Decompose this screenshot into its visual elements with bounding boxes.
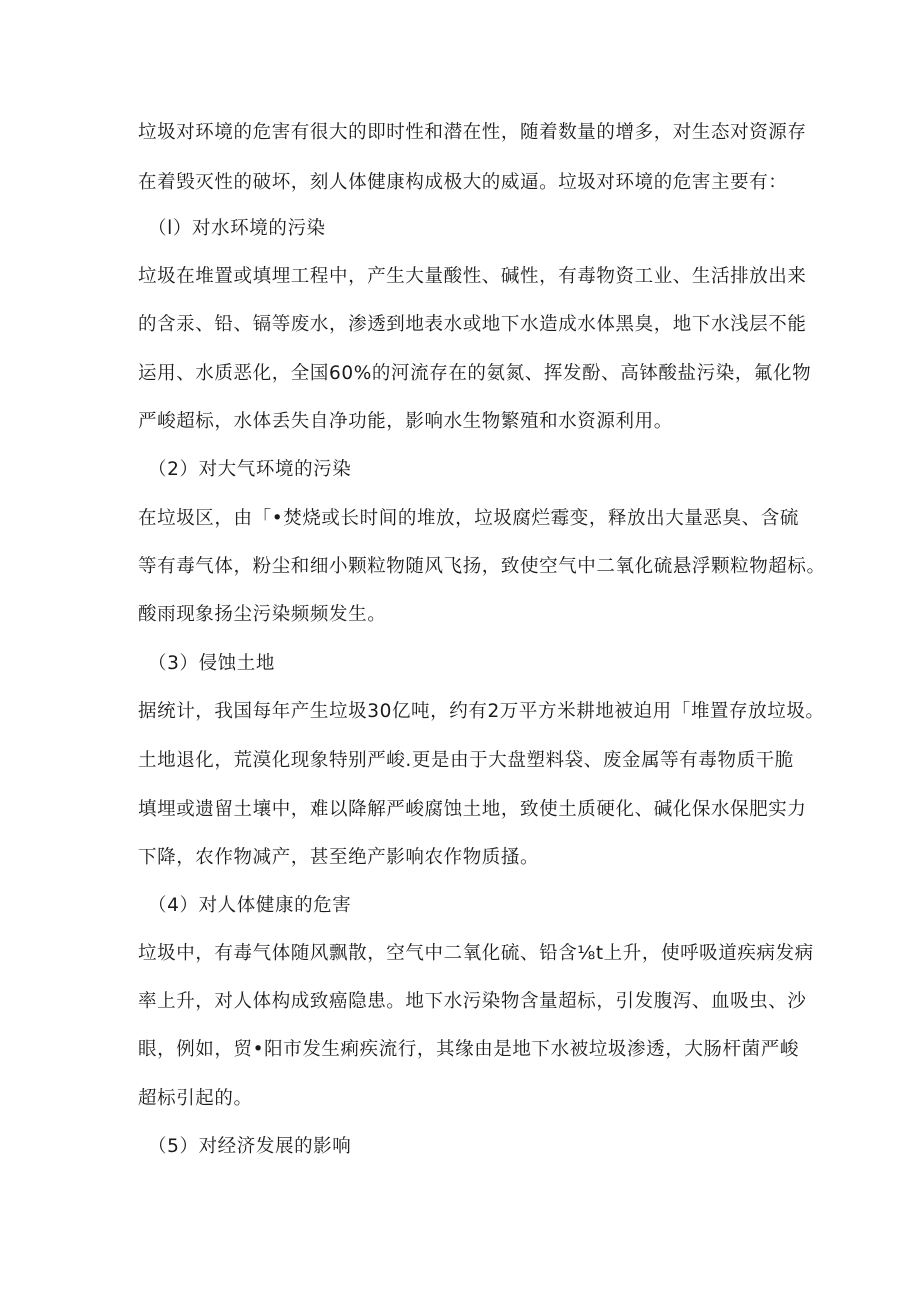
paragraph-line: 据统计，我国每年产生垃圾30亿吨，约有2万平方米耕地被迫用「堆置存放垃圾。 (138, 701, 825, 722)
paragraph-line: 超标引起的。 (138, 1088, 253, 1109)
paragraph-line: 在着毁灭性的破坏，刻人体健康构成极大的威逼。垃圾对环境的危害主要有： (138, 172, 788, 193)
paragraph-line: 在垃圾区，由「•焚烧或长时间的堆放，垃圾腐烂霉变，释放出大量恶臭、含硫 (138, 508, 799, 529)
paragraph-line: 垃圾中，有毒气体随风飘散，空气中二氧化硫、铅含⅛t上升，使呼吸道疾病发病 (138, 943, 814, 964)
paragraph-line: 眼，例如，贸•阳市发生痢疾流行，其缘由是地下水被垃圾渗透，大肠杆菌严峻 (138, 1039, 799, 1060)
paragraph-line: 的含汞、铅、镉等废水，渗透到地表水或地下水造成水体黑臭，地下水浅层不能 (138, 314, 807, 335)
section-heading-5: （5）对经济发展的影响 (148, 1136, 352, 1157)
section-heading-2: （2）对大气环境的污染 (148, 459, 352, 480)
paragraph-line: 下降，农作物减产，甚至绝产影响农作物质搔。 (138, 847, 540, 868)
paragraph-line: 运用、水质恶化，全国60%的河流存在的氨氮、挥发酚、高钵酸盐污染，氟化物 (138, 363, 812, 384)
section-heading-4: （4）对人体健康的危害 (148, 895, 352, 916)
section-heading-3: （3）侵蚀土地 (148, 653, 275, 674)
paragraph-line: 土地退化，荒漠化现象特别严峻.更是由于大盘塑料袋、废金属等有毒物质干脆 (138, 750, 794, 771)
paragraph-line: 垃圾在堆置或填埋工程中，产生大量酸性、碱性，有毒物资工业、生活排放出来 (138, 266, 807, 287)
paragraph-line: 填埋或遗留土壤中，难以降解严峻腐蚀土地，致使土质硬化、碱化保水保肥实力 (138, 799, 807, 820)
paragraph-line: 严峻超标，水体丢失自净功能，影响水生物繁殖和水资源利用。 (138, 411, 673, 432)
paragraph-line: 酸雨现象扬尘污染频频发生。 (138, 604, 387, 625)
paragraph-line: 垃圾对环境的危害有很大的即时性和潜在性，随着数量的增多，对生态对资源存 (138, 122, 807, 143)
section-heading-1: （l）对水环境的污染 (148, 218, 326, 239)
paragraph-line: 率上升，对人体构成致癌隐患。地下水污染物含量超标，引发腹泻、血吸虫、沙 (138, 991, 807, 1012)
paragraph-line: 等有毒气体，粉尘和细小颗粒物随风飞扬，致使空气中二氧化硫悬浮颗粒物超标。 (138, 556, 826, 577)
